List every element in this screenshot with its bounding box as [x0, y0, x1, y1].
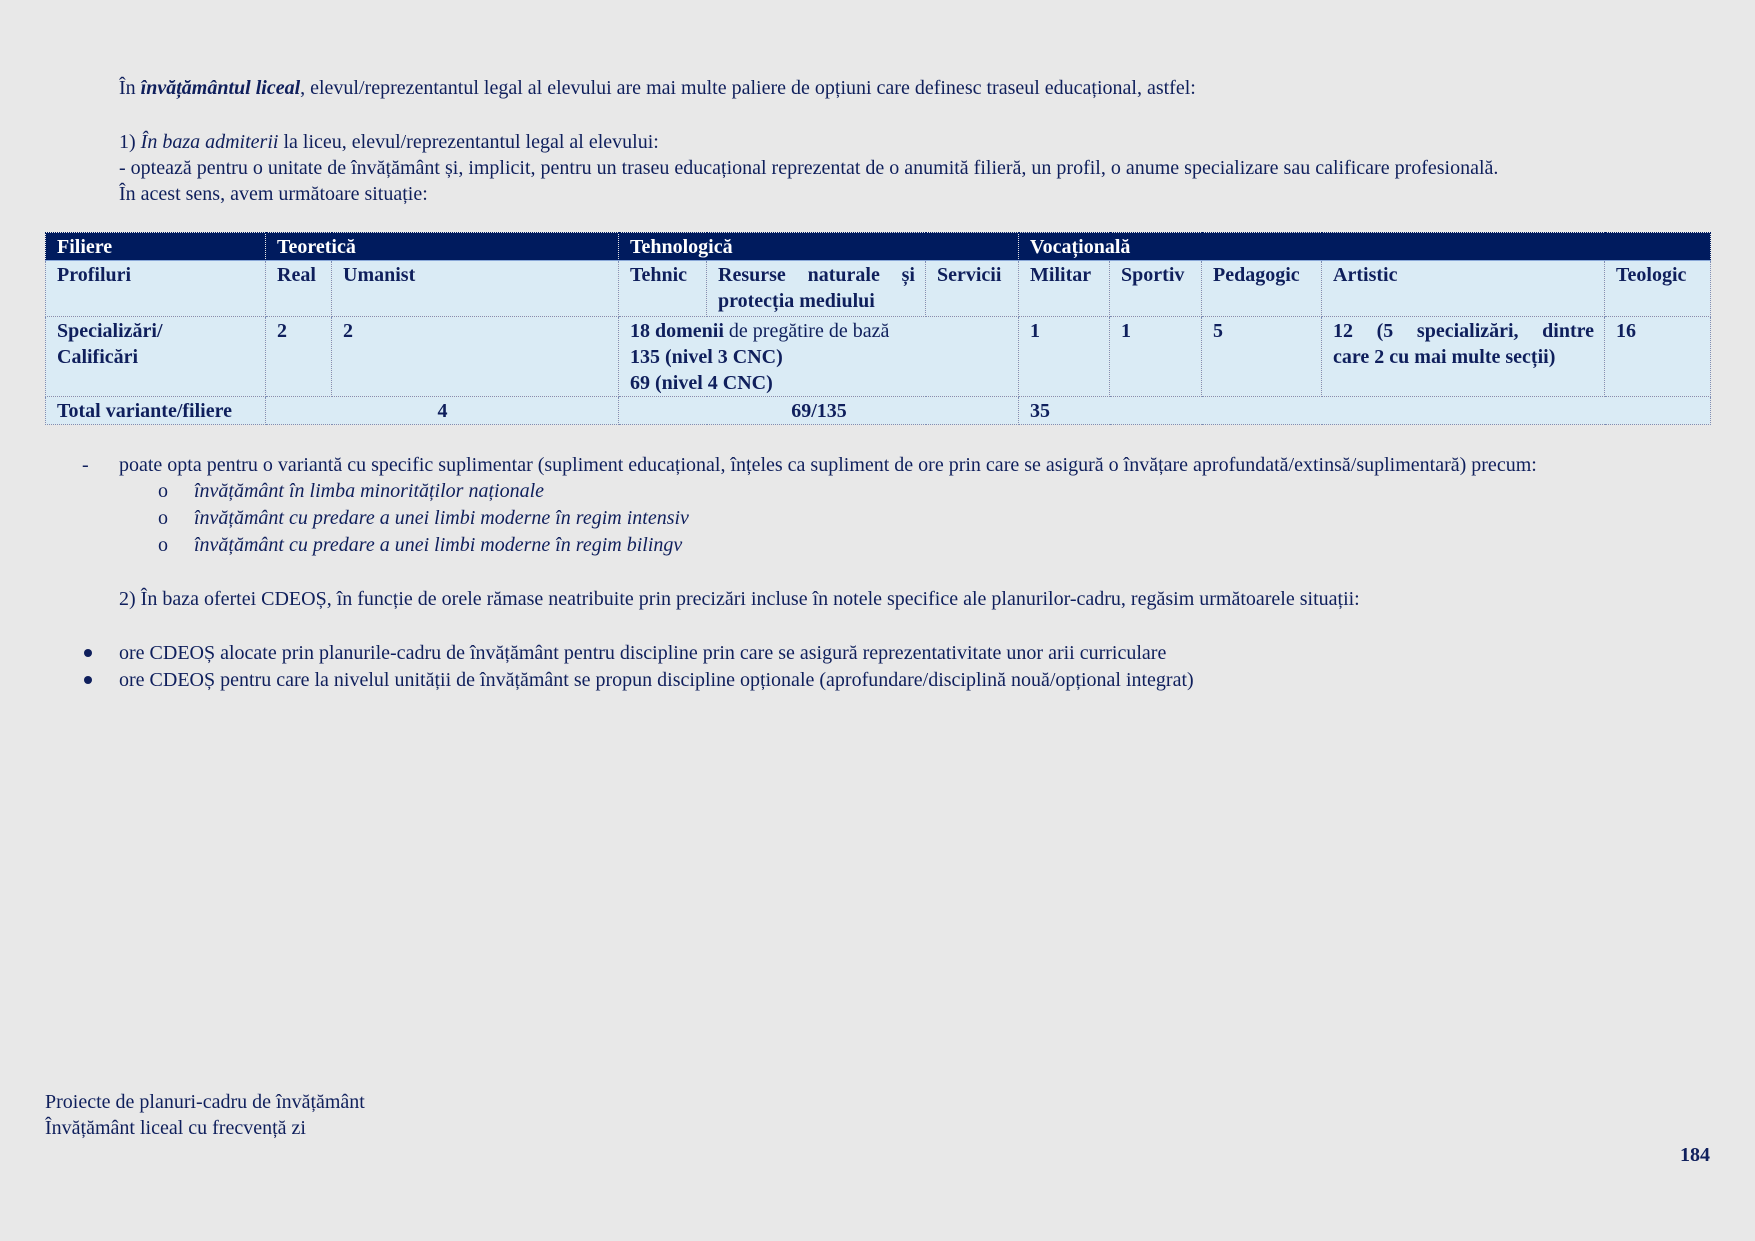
- teh-domenii: 18 domenii: [630, 320, 724, 342]
- spec-label-line2: Calificări: [57, 346, 139, 368]
- cell-spec-pedagogic: 5: [1202, 317, 1322, 397]
- page-number: 184: [1680, 1144, 1710, 1166]
- cell-profiles-label: Profiluri: [46, 261, 266, 317]
- footer-line1: Proiecte de planuri-cadru de învățământ: [45, 1091, 365, 1113]
- cell-spec-sportiv: 1: [1110, 317, 1202, 397]
- point2-text: 2) În baza ofertei CDEOȘ, în funcție de orele rămase neatribuite prin precizări incluse în notele specifice ale planurilor-cadru, regăsim următoarele situații:: [119, 588, 1360, 610]
- cell-profile-militar: Militar: [1019, 261, 1110, 317]
- artistic-line1: 12 (5 specializări, dintre: [1333, 320, 1595, 342]
- cell-total-teoretica: 4: [266, 397, 619, 425]
- cell-profile-teologic: Teologic: [1605, 261, 1711, 317]
- teh-line3: 69 (nivel 4 CNC): [630, 372, 773, 394]
- header-teoretica: Teoretică: [266, 233, 619, 261]
- intro-rest: , elevul/reprezentantul legal al elevului are mai multe paliere de opțiuni care definesc traseul educațional, astfel:: [300, 77, 1196, 99]
- bullet-item: ore CDEOȘ pentru care la nivelul unității de învățământ se propun discipline opționale (aprofundare/disciplină nouă/opțional integrat): [119, 669, 1194, 691]
- cell-profile-artistic: Artistic: [1322, 261, 1605, 317]
- teh-domenii-rest: de pregătire de bază: [723, 320, 890, 342]
- table-row-total: [46, 397, 1711, 425]
- point1-line2: - optează pentru o unitate de învățământ și, implicit, pentru un traseu educațional reprezentat de o anumită filieră, un profil, o anume specializare sau calificare profesională.: [119, 157, 1499, 179]
- intro-prefix: În: [119, 77, 141, 99]
- header-vocationala: Vocațională: [1019, 233, 1711, 261]
- table-header-row: [46, 233, 1711, 261]
- resurse-line2: protecția mediului: [718, 290, 875, 312]
- table-row-profiles: [46, 261, 1711, 317]
- filiere-table: [45, 232, 1711, 425]
- point1-rest: la liceu, elevul/reprezentantul legal al elevului:: [278, 131, 659, 153]
- cell-profile-resurse: [707, 261, 926, 317]
- option-item-marker: o: [158, 480, 168, 502]
- cell-total-vocationala: 35: [1019, 397, 1711, 425]
- cell-spec-teologic: 16: [1605, 317, 1711, 397]
- intro-paragraph: [119, 75, 1196, 101]
- cell-profile-sportiv: Sportiv: [1110, 261, 1202, 317]
- point1-emphasis: În baza admiterii: [140, 131, 279, 153]
- cell-spec-label: [46, 317, 266, 397]
- cell-profile-servicii: Servicii: [926, 261, 1019, 317]
- option-dash: -: [82, 454, 89, 476]
- bullet-item: ore CDEOȘ alocate prin planurile-cadru de învățământ pentru discipline prin care se asigură reprezentativitate unor arii curriculare: [119, 642, 1167, 664]
- cell-profile-umanist: Umanist: [332, 261, 619, 317]
- footer-line2: Învățământ liceal cu frecvență zi: [45, 1117, 306, 1139]
- cell-spec-tehnologica: [619, 317, 1019, 397]
- cell-spec-umanist: 2: [332, 317, 619, 397]
- option-item: învățământ cu predare a unei limbi moderne în regim intensiv: [194, 507, 689, 529]
- option-item-marker: o: [158, 507, 168, 529]
- option-item: învățământ cu predare a unei limbi moderne în regim bilingv: [194, 534, 683, 556]
- header-tehnologica: Tehnologică: [619, 233, 1019, 261]
- header-filiere: Filiere: [46, 233, 266, 261]
- cell-total-tehnologica: 69/135: [619, 397, 1019, 425]
- table-row-specializations: [46, 317, 1711, 397]
- intro-emphasis: învățământul liceal: [140, 77, 301, 99]
- bullet-dot: [84, 649, 92, 657]
- point1-heading: [119, 129, 659, 155]
- bullet-dot: [84, 676, 92, 684]
- artistic-line2: care 2 cu mai multe secții): [1333, 346, 1556, 368]
- cell-spec-militar: 1: [1019, 317, 1110, 397]
- resurse-line1: Resurse naturale și: [718, 264, 915, 286]
- cell-spec-artistic: [1322, 317, 1605, 397]
- point1-line3: În acest sens, avem următoare situație:: [119, 183, 428, 205]
- cell-spec-real: 2: [266, 317, 332, 397]
- spec-label-line1: Specializări/: [57, 320, 163, 342]
- cell-profile-tehnic: Tehnic: [619, 261, 707, 317]
- teh-line2: 135 (nivel 3 CNC): [630, 346, 783, 368]
- cell-profile-real: Real: [266, 261, 332, 317]
- cell-total-label: Total variante/filiere: [46, 397, 266, 425]
- cell-profile-pedagogic: Pedagogic: [1202, 261, 1322, 317]
- option-item-marker: o: [158, 534, 168, 556]
- teh-line1: [630, 318, 1008, 344]
- option-text: poate opta pentru o variantă cu specific suplimentar (supliment educațional, înțeles ca supliment de ore prin care se asigură o învățare aprofundată/extinsă/suplimentară) precum:: [119, 454, 1537, 476]
- point1-number: 1): [119, 131, 141, 153]
- option-item: învățământ în limba minorităților naționale: [194, 480, 544, 502]
